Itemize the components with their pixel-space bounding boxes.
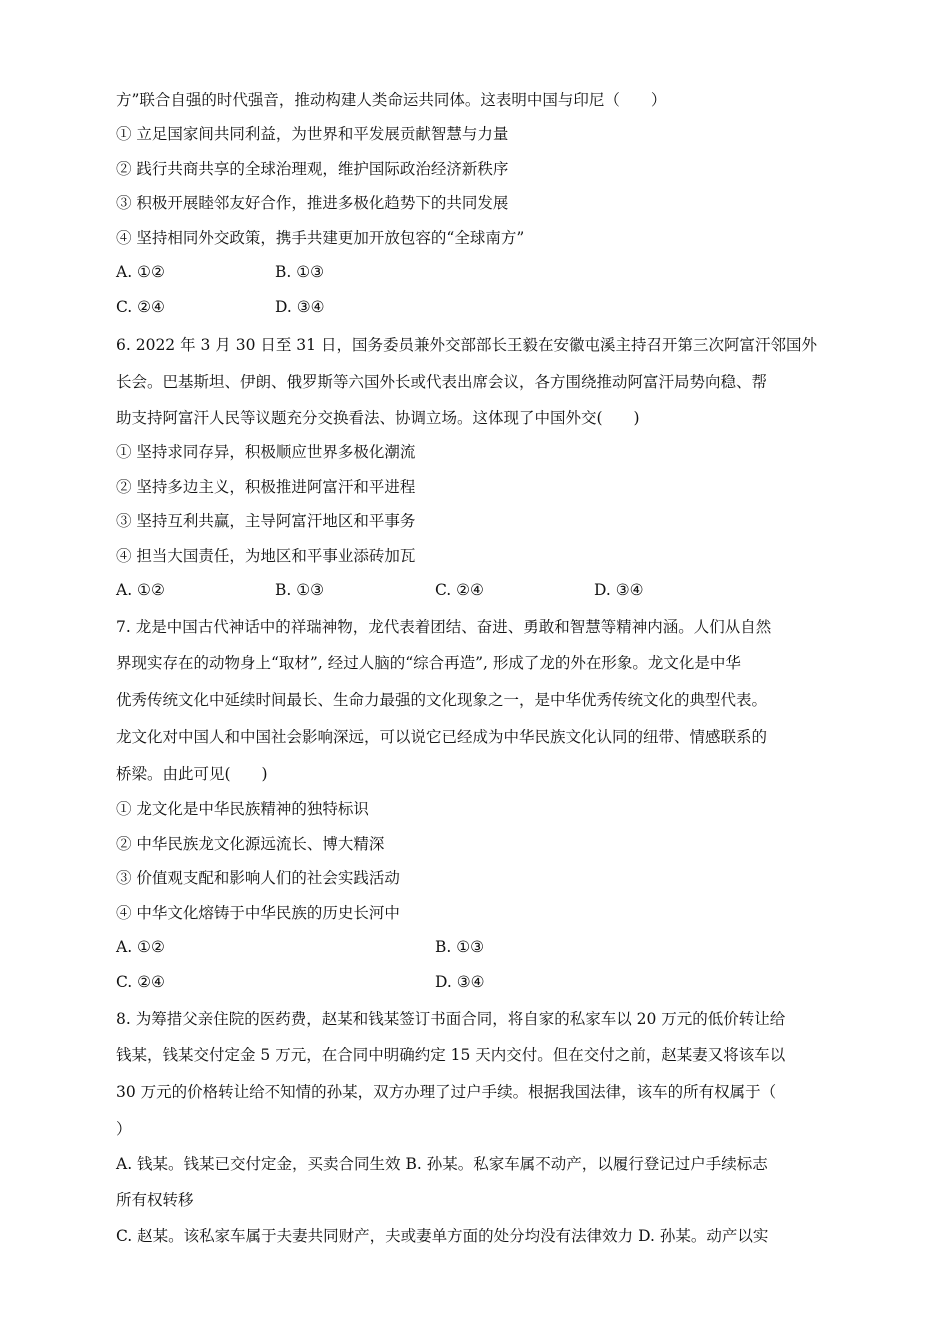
q5-item-3: ③ 积极开展睦邻友好合作，推进多极化趋势下的共同发展 xyxy=(116,194,509,212)
q6-stem-line-2: 长会。巴基斯坦、伊朗、俄罗斯等六国外长或代表出席会议，各方围绕推动阿富汗局势向稳、帮 xyxy=(116,373,768,391)
q8-options-line-2: 所有权转移 xyxy=(116,1191,194,1209)
q8-options-line-3[interactable]: C. 赵某。该私家车属于夫妻共同财产，夫或妻单方面的处分均没有法律效力 D. 孙某。动产以实 xyxy=(116,1227,769,1245)
q6-option-d[interactable]: D. ③④ xyxy=(594,581,644,599)
q6-item-1: ① 坚持求同存异，积极顺应世界多极化潮流 xyxy=(116,443,416,461)
q7-stem-line-2: 界现实存在的动物身上“取材”, 经过人脑的“综合再造”, 形成了龙的外在形象。龙文化是中华 xyxy=(116,654,741,672)
q5-item-4: ④ 坚持相同外交政策，携手共建更加开放包容的“全球南方” xyxy=(116,229,525,247)
q8-stem-line-1: 8. 为筹措父亲住院的医药费，赵某和钱某签订书面合同，将自家的私家车以 20 万元的低价转让给 xyxy=(116,1010,786,1028)
q7-option-d[interactable]: D. ③④ xyxy=(435,973,485,991)
q6-item-4: ④ 担当大国责任，为地区和平事业添砖加瓦 xyxy=(116,547,416,565)
q7-item-3: ③ 价值观支配和影响人们的社会实践活动 xyxy=(116,869,400,887)
q5-stem-tail: 方”联合自强的时代强音，推动构建人类命运共同体。这表明中国与印尼（ ） xyxy=(116,91,667,109)
q7-stem-line-4: 龙文化对中国人和中国社会影响深远，可以说它已经成为中华民族文化认同的纽带、情感联系的 xyxy=(116,728,768,746)
q5-option-a[interactable]: A. ①② xyxy=(116,263,165,281)
q6-item-3: ③ 坚持互利共赢，主导阿富汗地区和平事务 xyxy=(116,512,416,530)
q7-item-4: ④ 中华文化熔铸于中华民族的历史长河中 xyxy=(116,904,400,922)
q5-option-c[interactable]: C. ②④ xyxy=(116,298,165,316)
q8-options-line-1[interactable]: A. 钱某。钱某已交付定金，买卖合同生效 B. 孙某。私家车属不动产，以履行登记过户手续标志 xyxy=(116,1155,768,1173)
q7-option-c[interactable]: C. ②④ xyxy=(116,973,165,991)
q5-item-1: ① 立足国家间共同利益，为世界和平发展贡献智慧与力量 xyxy=(116,125,509,143)
q6-option-b[interactable]: B. ①③ xyxy=(275,581,325,599)
q5-option-d[interactable]: D. ③④ xyxy=(275,298,325,316)
q8-stem-line-4: ） xyxy=(116,1120,132,1138)
q6-stem-line-1: 6. 2022 年 3 月 30 日至 31 日，国务委员兼外交部部长王毅在安徽屯溪主持召开第三次阿富汗邻国外 xyxy=(116,336,817,354)
q7-option-b[interactable]: B. ①③ xyxy=(435,938,485,956)
q6-option-a[interactable]: A. ①② xyxy=(116,581,165,599)
q6-stem-line-3: 助支持阿富汗人民等议题充分交换看法、协调立场。这体现了中国外交( ) xyxy=(116,409,640,427)
q7-option-a[interactable]: A. ①② xyxy=(116,938,165,956)
q8-stem-line-2: 钱某，钱某交付定金 5 万元，在合同中明确约定 15 天内交付。但在交付之前，赵某妻又将该车以 xyxy=(116,1046,786,1064)
q5-item-2: ② 践行共商共享的全球治理观，维护国际政治经济新秩序 xyxy=(116,160,509,178)
q7-item-1: ① 龙文化是中华民族精神的独特标识 xyxy=(116,800,369,818)
q6-option-c[interactable]: C. ②④ xyxy=(435,581,484,599)
q6-item-2: ② 坚持多边主义，积极推进阿富汗和平进程 xyxy=(116,478,416,496)
q7-stem-line-5: 桥梁。由此可见( ) xyxy=(116,765,268,783)
q7-stem-line-3: 优秀传统文化中延续时间最长、生命力最强的文化现象之一，是中华优秀传统文化的典型代表。 xyxy=(116,691,768,709)
q7-item-2: ② 中华民族龙文化源远流长、博大精深 xyxy=(116,835,385,853)
q8-stem-line-3: 30 万元的价格转让给不知情的孙某，双方办理了过户手续。根据我国法律，该车的所有权属于（ xyxy=(116,1083,777,1101)
q5-option-b[interactable]: B. ①③ xyxy=(275,263,325,281)
q7-stem-line-1: 7. 龙是中国古代神话中的祥瑞神物，龙代表着团结、奋进、勇敢和智慧等精神内涵。人们从自然 xyxy=(116,618,772,636)
